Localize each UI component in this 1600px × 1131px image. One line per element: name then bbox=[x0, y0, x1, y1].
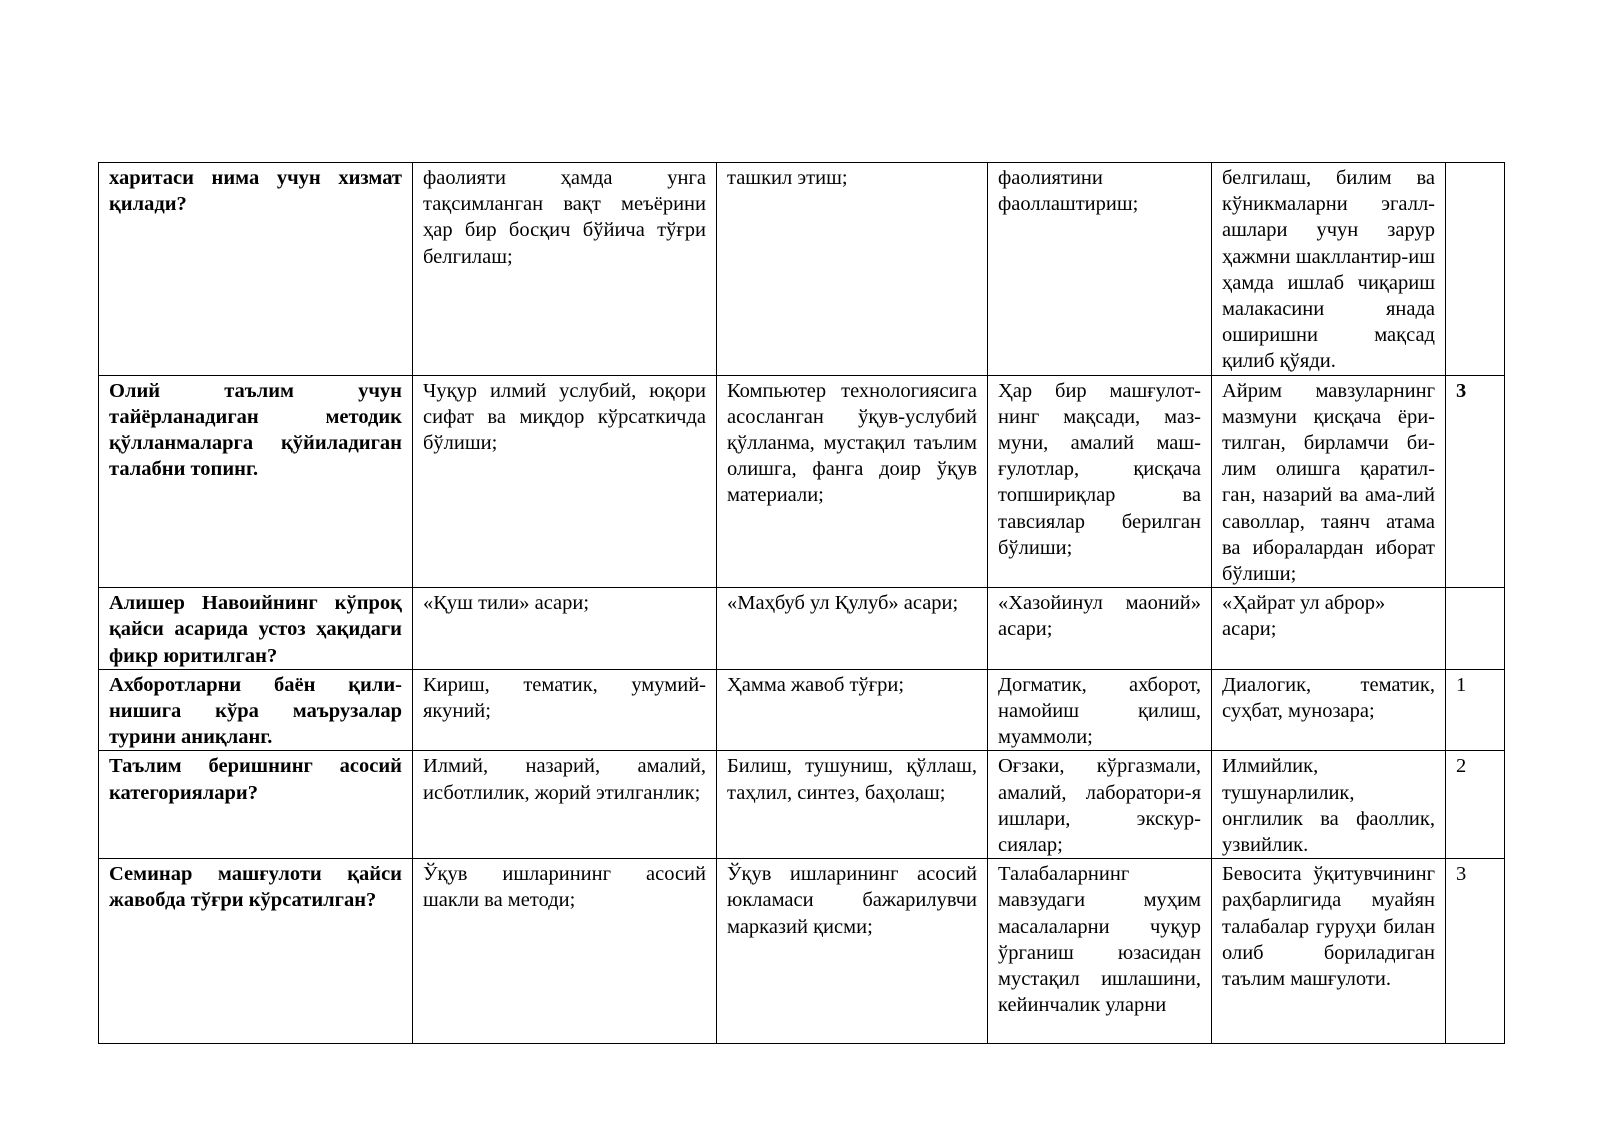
option-a-cell: фаолияти ҳамда унга тақсимланган вақт меъёрини ҳар бир босқич бўйича тўғри белгилаш; bbox=[413, 163, 717, 376]
option-d-cell: белгилаш, билим ва кўникмаларни эгалл-ашлари учун зарур ҳажмни шакллантир-иш ҳамда ишлаб чиқариш малакасини янада оширишни мақсад қилиб қўяди. bbox=[1212, 163, 1446, 376]
option-a-cell: Кириш, тематик, умумий-якуний; bbox=[413, 669, 717, 751]
option-b-cell: Ҳамма жавоб тўғри; bbox=[717, 669, 988, 751]
option-c-cell: «Хазойинул маоний» асари; bbox=[988, 588, 1212, 670]
option-b-cell: ташкил этиш; bbox=[717, 163, 988, 376]
option-d-cell: «Ҳайрат ул аброр» асари; bbox=[1212, 588, 1446, 670]
option-c-cell: Оғзаки, кўргазмали, амалий, лаборатори-я ишлари, экскур-сиялар; bbox=[988, 751, 1212, 859]
table-row bbox=[99, 669, 1505, 751]
option-c-cell: Талабаларнинг мавзудаги муҳим масалаларни чуқур ўрганиш юзасидан мустақил ишлашини, кейинчалик уларни bbox=[988, 859, 1212, 1044]
answer-cell: 3 bbox=[1446, 859, 1505, 1044]
option-d-cell: Илмийлик, тушунарлилик, онглилик ва фаоллик, узвийлик. bbox=[1212, 751, 1446, 859]
table-row bbox=[99, 375, 1505, 588]
table-row bbox=[99, 751, 1505, 859]
question-cell: харитаси нима учун хизмат қилади? bbox=[99, 163, 413, 376]
question-cell: Ахборотларни баён қили-нишига кўра маърузалар турини аниқланг. bbox=[99, 669, 413, 751]
option-d-cell: Диалогик, тематик, суҳбат, мунозара; bbox=[1212, 669, 1446, 751]
table-row bbox=[99, 859, 1505, 1044]
option-c-cell: Догматик, ахборот, намойиш қилиш, муаммоли; bbox=[988, 669, 1212, 751]
question-cell: Алишер Навоийнинг кўпроқ қайси асарида устоз ҳақидаги фикр юритилган? bbox=[99, 588, 413, 670]
quiz-table bbox=[98, 162, 1505, 1044]
question-cell: Таълим беришнинг асосий категориялари? bbox=[99, 751, 413, 859]
answer-cell bbox=[1446, 588, 1505, 670]
option-b-cell: Билиш, тушуниш, қўллаш, таҳлил, синтез, баҳолаш; bbox=[717, 751, 988, 859]
option-a-cell: Ўқув ишларининг асосий шакли ва методи; bbox=[413, 859, 717, 1044]
option-c-cell: фаолиятини фаоллаштириш; bbox=[988, 163, 1212, 376]
option-b-cell: Компьютер технологиясига асосланган ўқув-услубий қўлланма, мустақил таълим олишга, фанга доир ўқув материали; bbox=[717, 375, 988, 588]
option-b-cell: «Маҳбуб ул Қулуб» асари; bbox=[717, 588, 988, 670]
option-b-cell: Ўқув ишларининг асосий юкламаси бажарилувчи марказий қисми; bbox=[717, 859, 988, 1044]
option-c-cell: Ҳар бир машғулот-нинг мақсади, маз-муни, амалий маш-ғулотлар, қисқача топшириқлар ва тавсиялар берилган бўлиши; bbox=[988, 375, 1212, 588]
option-a-cell: Чуқур илмий услубий, юқори сифат ва миқдор кўрсаткичда бўлиши; bbox=[413, 375, 717, 588]
answer-cell bbox=[1446, 163, 1505, 376]
option-d-cell: Бевосита ўқитувчининг раҳбарлигида муайян талабалар гуруҳи билан олиб бориладиган таълим машғулоти. bbox=[1212, 859, 1446, 1044]
question-cell: Олий таълим учун тайёрланадиган методик қўлланмаларга қўйиладиган талабни топинг. bbox=[99, 375, 413, 588]
option-a-cell: «Қуш тили» асари; bbox=[413, 588, 717, 670]
table-row bbox=[99, 588, 1505, 670]
answer-cell: 1 bbox=[1446, 669, 1505, 751]
option-a-cell: Илмий, назарий, амалий, исботлилик, жорий этилганлик; bbox=[413, 751, 717, 859]
answer-cell: 3 bbox=[1446, 375, 1505, 588]
table-row bbox=[99, 163, 1505, 376]
answer-cell: 2 bbox=[1446, 751, 1505, 859]
question-cell: Семинар машғулоти қайси жавобда тўғри кўрсатилган? bbox=[99, 859, 413, 1044]
option-d-cell: Айрим мавзуларнинг мазмуни қисқача ёри-тилган, бирламчи би-лим олишга қаратил-ган, назарий ва ама-лий саволлар, таянч атама ва иборалардан иборат бўлиши; bbox=[1212, 375, 1446, 588]
